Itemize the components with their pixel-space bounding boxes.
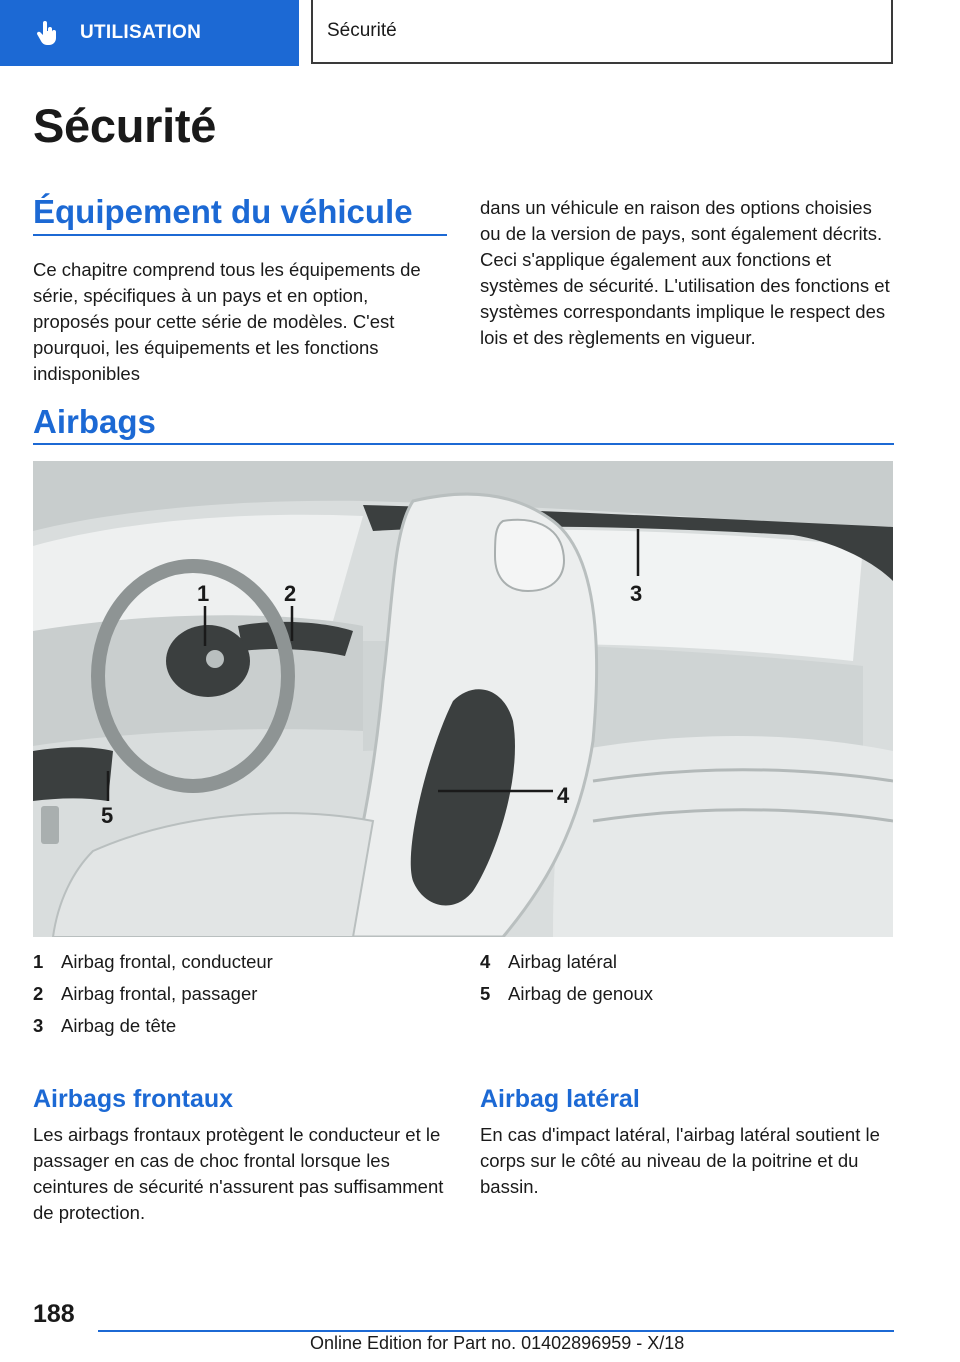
airbag-illustration bbox=[33, 461, 893, 937]
chapter-tab[interactable] bbox=[0, 0, 299, 66]
callout-1: 1 bbox=[197, 581, 210, 606]
lateral-heading: Airbag latéral bbox=[480, 1085, 640, 1113]
legend-item: 4 Airbag latéral bbox=[480, 951, 618, 972]
lateral-text: En cas d'impact latéral, l'airbag latéral soutient le corps sur le côté au niveau de la poitrine et du bassin. bbox=[480, 1124, 880, 1197]
frontal-text: Les airbags frontaux protègent le conducteur et le passager en cas de choc frontal lorsque les ceintures de sécurité n'assurent pas suffisamment de protection. bbox=[33, 1124, 444, 1223]
footer-rule bbox=[98, 1330, 894, 1332]
equipment-text-col2: dans un véhicule en raison des options choisies ou de la version de pays, sont également décrits. Ceci s'applique également aux fonctions et systèmes de sécurité. L'utilisation des fonctions et systèmes correspondants implique le respect des lois et des règlements en vigueur. bbox=[480, 197, 890, 348]
airbags-heading: Airbags bbox=[33, 403, 156, 440]
callout-4: 4 bbox=[557, 783, 570, 808]
page-title: Sécurité bbox=[33, 99, 217, 152]
legend-right bbox=[480, 946, 894, 1010]
callout-2: 2 bbox=[284, 581, 297, 606]
car-interior-drawing bbox=[33, 461, 893, 937]
page-number: 188 bbox=[33, 1300, 75, 1328]
footer-edition: Online Edition for Part no. 01402896959 - X/18 bbox=[310, 1333, 685, 1353]
section-label: Sécurité bbox=[327, 20, 397, 41]
section-header bbox=[311, 0, 893, 64]
equipment-heading: Équipement du véhicule bbox=[33, 193, 413, 230]
equipment-rule bbox=[33, 234, 447, 236]
chapter-label: UTILISATION bbox=[80, 22, 202, 43]
legend-item: 5 Airbag de genoux bbox=[480, 983, 654, 1004]
frontal-heading: Airbags frontaux bbox=[33, 1085, 234, 1113]
callout-3: 3 bbox=[630, 581, 643, 606]
knee-airbag-zone bbox=[33, 747, 113, 801]
legend-item: 3 Airbag de tête bbox=[33, 1015, 177, 1036]
legend-item: 1 Airbag frontal, conducteur bbox=[33, 951, 273, 972]
equipment-text-col1: Ce chapitre comprend tous les équipements de série, spécifiques à un pays et en option, proposés pour cette série de modèles. C'est pourquoi, les équipements et les fonctions indisponibles bbox=[33, 259, 421, 384]
hand-pointer-icon bbox=[36, 21, 58, 45]
legend-item: 2 Airbag frontal, passager bbox=[33, 983, 258, 1004]
callout-5: 5 bbox=[101, 803, 114, 828]
legend-left bbox=[33, 946, 447, 1042]
airbags-rule bbox=[33, 443, 894, 445]
